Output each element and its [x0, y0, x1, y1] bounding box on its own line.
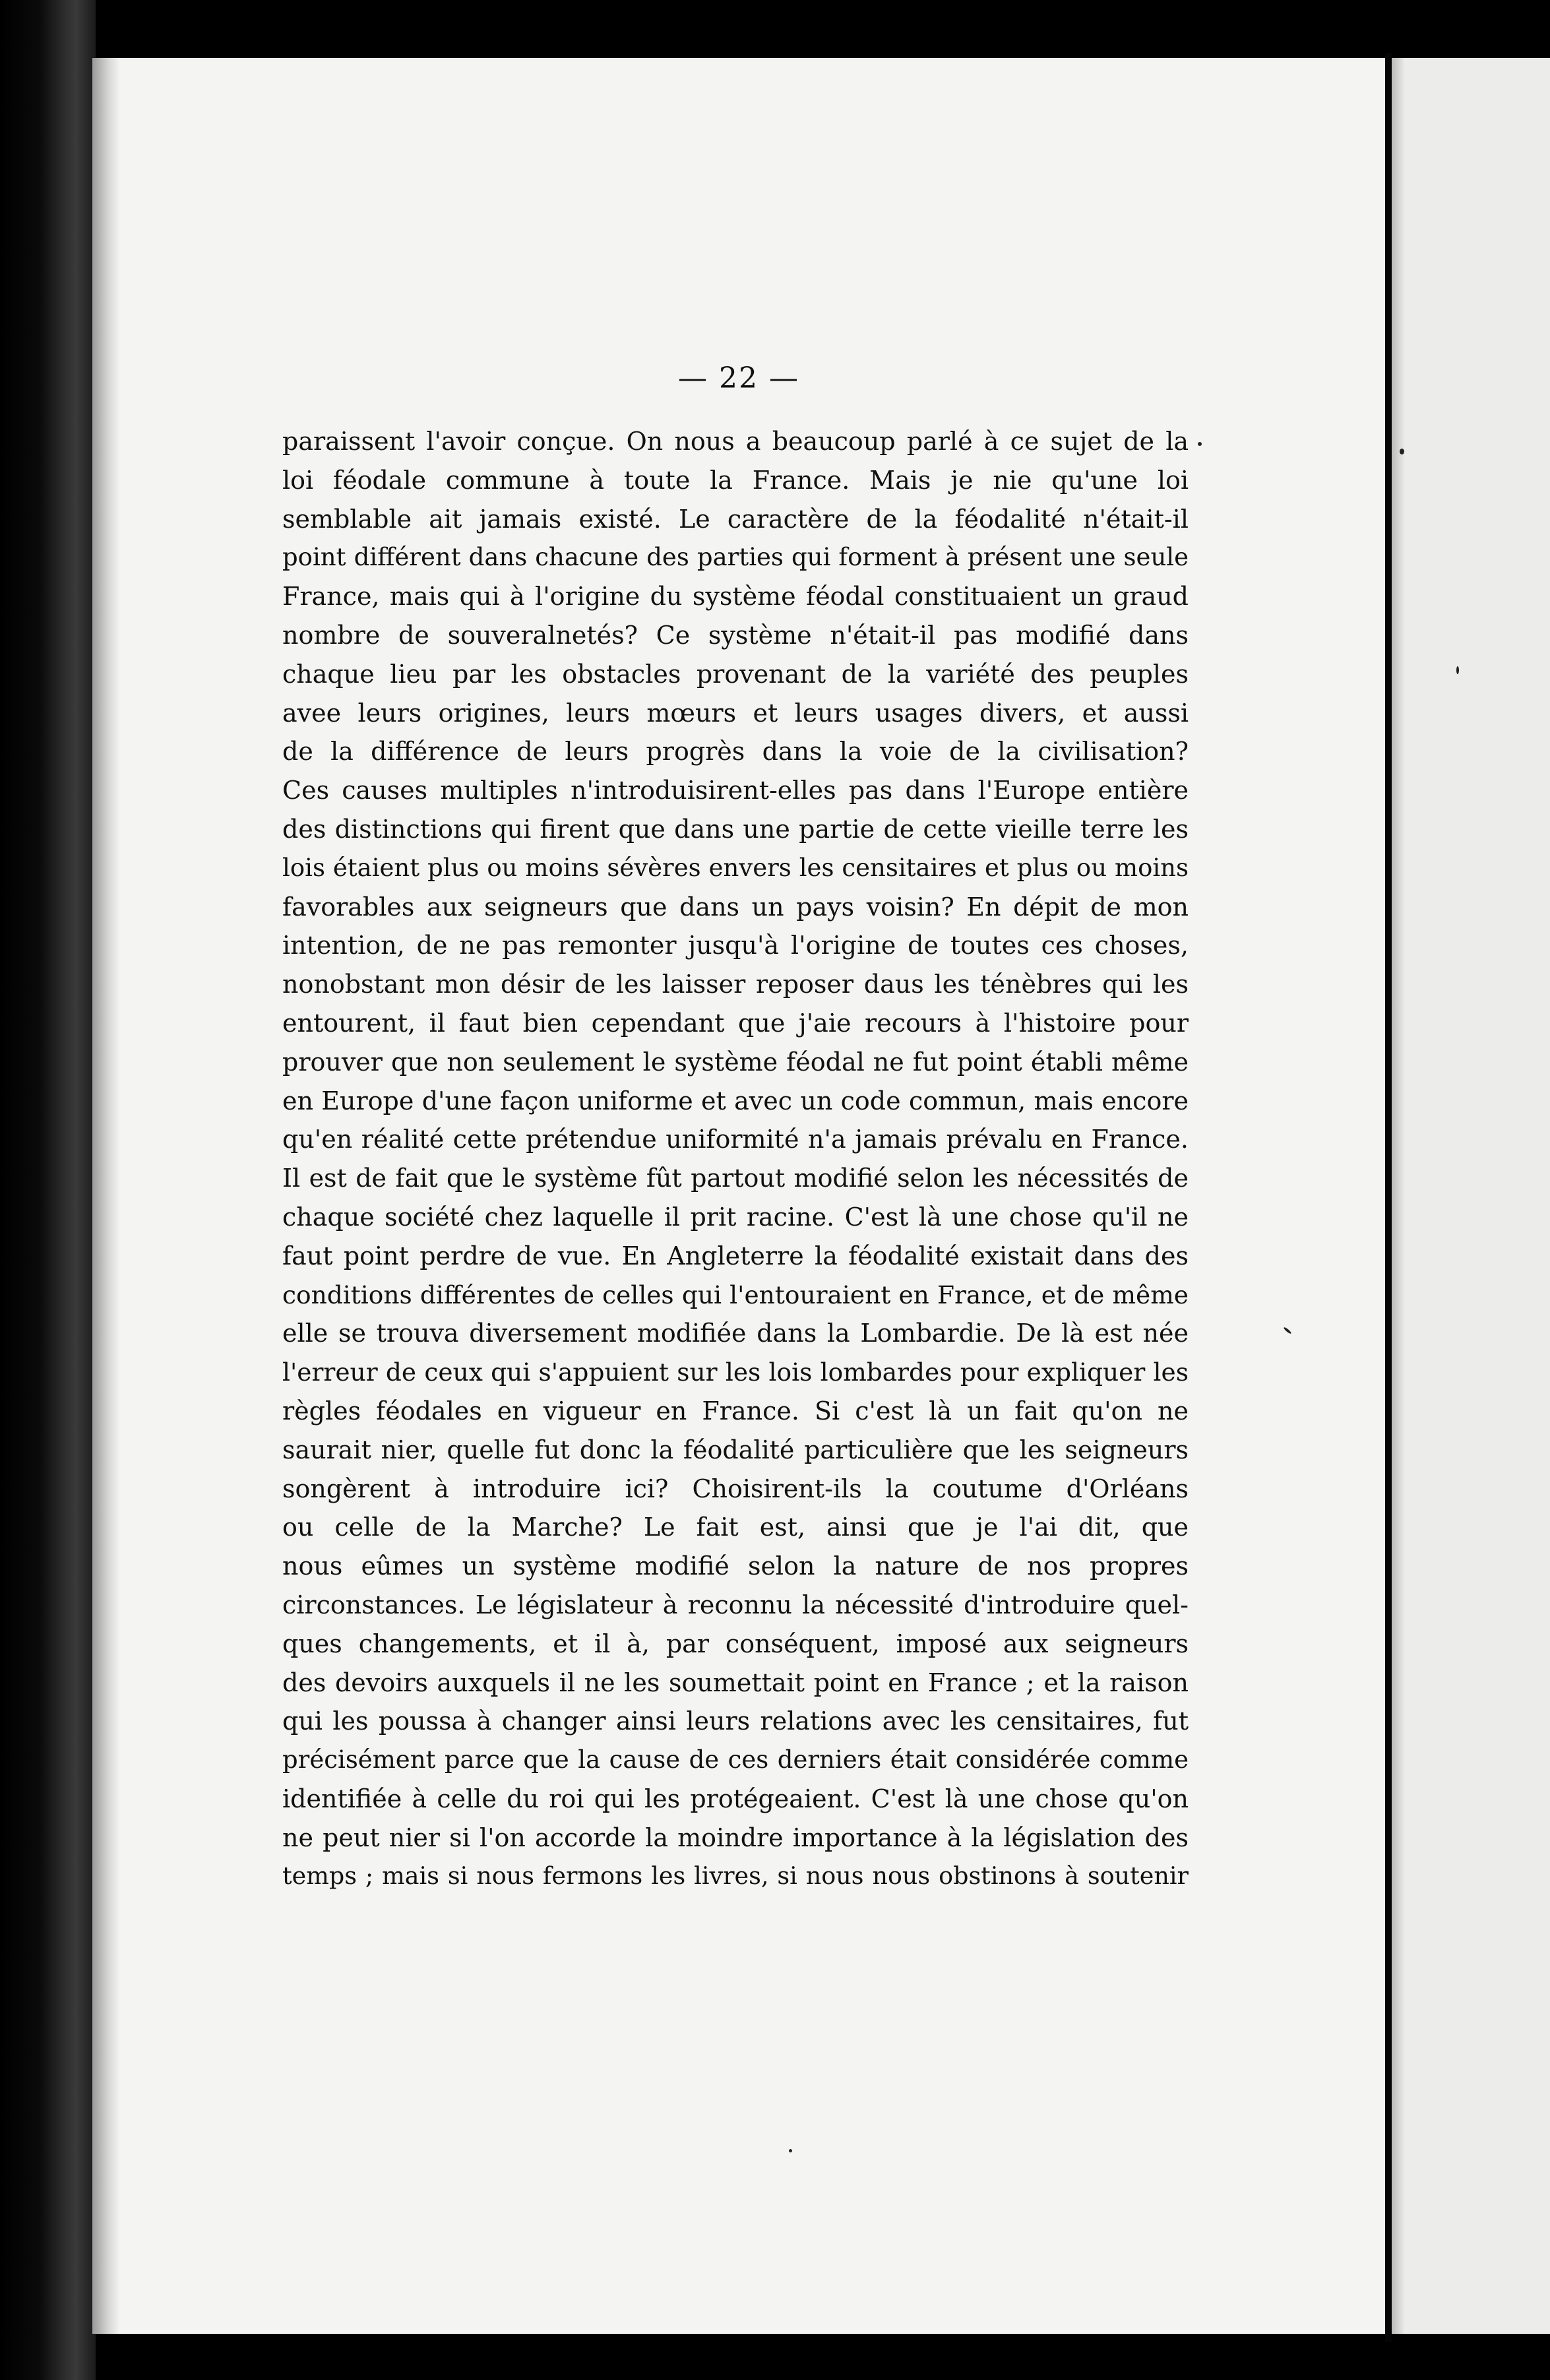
text-line: prouver que non seulement le système féodal ne fut point établi même [282, 1047, 1189, 1077]
text-line: circonstances. Le législateur à reconnu la nécessité d'introduire quel- [282, 1590, 1189, 1619]
text-line: qui les poussa à changer ainsi leurs relations avec les censitaires, fut [282, 1707, 1189, 1736]
text-line: favorables aux seigneurs que dans un pays voisin? En dépit de mon [282, 892, 1189, 922]
text-line: intention, de ne pas remonter jusqu'à l'origine de toutes ces choses, [282, 931, 1189, 960]
text-line: nous eûmes un système modifié selon la nature de nos propres [282, 1551, 1189, 1581]
ink-speck [1198, 442, 1202, 446]
ink-speck [1400, 449, 1404, 454]
text-line: chaque société chez laquelle il prit racine. C'est là une chose qu'il ne [282, 1202, 1189, 1232]
text-line: qu'en réalité cette prétendue uniformité n'a jamais prévalu en France. [282, 1125, 1189, 1154]
text-line: nonobstant mon désir de les laisser reposer daus les ténèbres qui les [282, 970, 1189, 999]
text-line: chaque lieu par les obstacles provenant de la variété des peuples [282, 659, 1189, 689]
page-edge-shadow [1385, 53, 1392, 2342]
text-line: Ces causes multiples n'introduisirent-elles pas dans l'Europe entière [282, 776, 1189, 805]
text-line: France, mais qui à l'origine du système féodal constituaient un graud [282, 582, 1189, 611]
text-line: avee leurs origines, leurs mœurs et leurs usages divers, et aussi [282, 698, 1189, 728]
text-line: nombre de souveralnetés? Ce système n'était-il pas modifié dans [282, 620, 1189, 650]
text-line: en Europe d'une façon uniforme et avec un code commun, mais encore [282, 1086, 1189, 1115]
text-line: entourent, il faut bien cependant que j'aie recours à l'histoire pour [282, 1008, 1189, 1038]
text-line: elle se trouva diversement modifiée dans la Lombardie. De là est née [282, 1319, 1189, 1348]
text-line: point différent dans chacune des parties qui forment à présent une seule [282, 543, 1189, 572]
ink-speck [1456, 666, 1459, 674]
text-line: Il est de fait que le système fût partout modifié selon les nécessités de [282, 1164, 1189, 1193]
text-line: saurait nier, quelle fut donc la féodalité particulière que les seigneurs [282, 1435, 1189, 1464]
text-line: des distinctions qui firent que dans une partie de cette vieille terre les [282, 814, 1189, 844]
text-line: règles féodales en vigueur en France. Si c'est là un fait qu'on ne [282, 1396, 1189, 1425]
text-line: paraissent l'avoir conçue. On nous a beaucoup parlé à ce sujet de la [282, 427, 1189, 456]
adjacent-page-edge [1392, 58, 1550, 2334]
ink-speck [789, 2149, 792, 2152]
text-line: ques changements, et il à, par conséquent, imposé aux seigneurs [282, 1629, 1189, 1658]
text-line: semblable ait jamais existé. Le caractère de la féodalité n'était-il [282, 504, 1189, 534]
text-line: des devoirs auxquels il ne les soumettait point en France ; et la raison [282, 1668, 1189, 1697]
text-line: lois étaient plus ou moins sévères envers les censitaires et plus ou moins [282, 853, 1189, 882]
body-text [282, 422, 1189, 1896]
text-line: ou celle de la Marche? Le fait est, ainsi que je l'ai dit, que [282, 1513, 1189, 1542]
text-line: de la différence de leurs progrès dans la voie de la civilisation? [282, 737, 1189, 767]
text-line: faut point perdre de vue. En Angleterre la féodalité existait dans des [282, 1241, 1189, 1270]
text-line: temps ; mais si nous fermons les livres, si nous nous obstinons à soutenir [282, 1862, 1189, 1891]
book-gutter [0, 0, 96, 2380]
text-line: identifiée à celle du roi qui les protégeaient. C'est là une chose qu'on [282, 1784, 1189, 1813]
text-line: précisément parce que la cause de ces derniers était considérée comme [282, 1745, 1189, 1774]
text-line: l'erreur de ceux qui s'appuient sur les lois lombardes pour expliquer les [282, 1358, 1189, 1387]
page-number: — 22 — [678, 361, 799, 395]
text-line: songèrent à introduire ici? Choisirent-ils la coutume d'Orléans [282, 1474, 1189, 1503]
text-line: loi féodale commune à toute la France. Mais je nie qu'une loi [282, 465, 1189, 495]
text-line: ne peut nier si l'on accorde la moindre importance à la législation des [282, 1823, 1189, 1852]
text-line: conditions différentes de celles qui l'entouraient en France, et de même [282, 1280, 1189, 1309]
